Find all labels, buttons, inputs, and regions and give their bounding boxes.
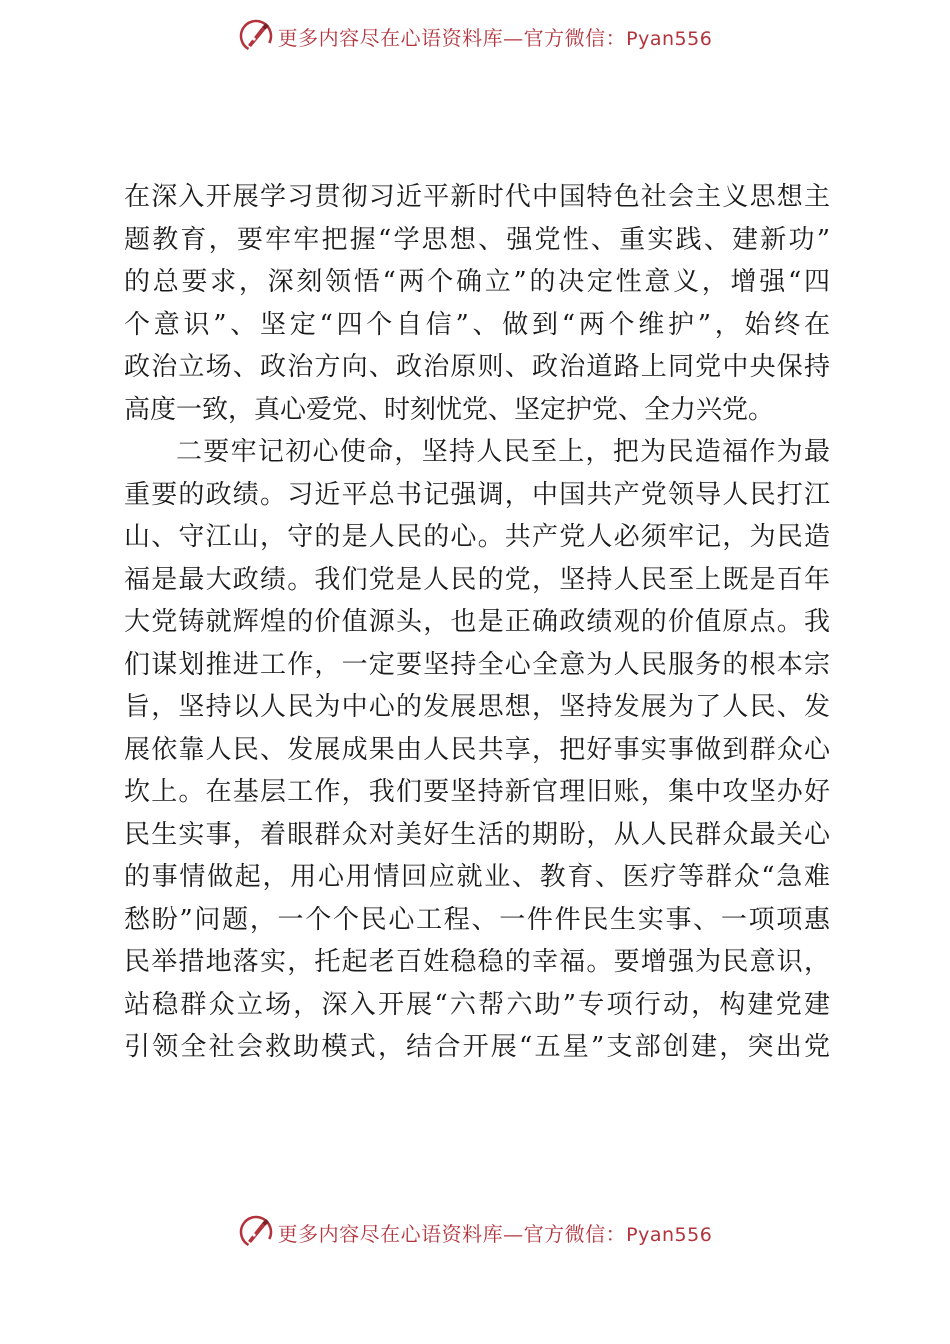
pen-nib-logo-icon: [238, 1214, 274, 1250]
text-line: 山、守江山，守的是人民的心。共产党人必须牢记，为民造: [124, 522, 830, 552]
text-line: 政治立场、政治方向、政治原则、政治道路上同党中央保持: [124, 352, 830, 382]
text-line: 在深入开展学习贯彻习近平新时代中国特色社会主义思想主: [124, 182, 830, 212]
pen-nib-logo-icon: [238, 18, 274, 54]
banner-label: 更多内容尽在心语资料库—官方微信：: [277, 25, 627, 50]
text-line: 民举措地落实，托起老百姓稳稳的幸福。要增强为民意识，: [124, 947, 830, 977]
paragraph: [124, 176, 830, 431]
banner-label: 更多内容尽在心语资料库—官方微信：: [277, 1221, 627, 1246]
banner-wechat-id: Pyan556: [626, 27, 713, 50]
text-line: 愁盼”问题，一个个民心工程、一件件民生实事、一项项惠: [124, 904, 830, 935]
text-line: 个意识”、坚定“四个自信”、做到“两个维护”，始终在: [124, 309, 830, 340]
text-line: 们谋划推进工作，一定要坚持全心全意为人民服务的根本宗: [124, 649, 830, 680]
text-line: 旨，坚持以人民为中心的发展思想，坚持发展为了人民、发: [124, 692, 830, 722]
text-line: 题教育，要牢牢把握“学思想、强党性、重实践、建新功”: [124, 224, 830, 255]
document-body: [124, 176, 830, 1069]
banner-text: [278, 22, 713, 51]
text-line: 重要的政绩。习近平总书记强调，中国共产党领导人民打江: [124, 479, 830, 510]
banner-text: [278, 1218, 713, 1247]
text-line: 的总要求，深刻领悟“两个确立”的决定性意义，增强“四: [124, 267, 830, 297]
text-line: 的事情做起，用心用情回应就业、教育、医疗等群众“急难: [124, 862, 830, 892]
text-line: 引领全社会救助模式，结合开展“五星”支部创建，突出党: [124, 1032, 830, 1062]
text-line: 福是最大政绩。我们党是人民的党，坚持人民至上既是百年: [124, 564, 830, 595]
text-line: 大党铸就辉煌的价值源头，也是正确政绩观的价值原点。我: [124, 607, 830, 637]
footer-banner: [0, 1212, 950, 1252]
text-line: 二要牢记初心使命，坚持人民至上，把为民造福作为最: [176, 437, 830, 467]
header-banner: [0, 16, 950, 56]
paragraph: [124, 431, 830, 1069]
text-line: 坎上。在基层工作，我们要坚持新官理旧账，集中攻坚办好: [124, 777, 830, 807]
text-line: 站稳群众立场，深入开展“六帮六助”专项行动，构建党建: [124, 989, 830, 1020]
text-line: 民生实事，着眼群众对美好生活的期盼，从人民群众最关心: [124, 819, 830, 850]
text-line: 展依靠人民、发展成果由人民共享，把好事实事做到群众心: [124, 734, 830, 765]
text-line: 高度一致，真心爱党、时刻忧党、坚定护党、全力兴党。: [124, 394, 775, 425]
banner-wechat-id: Pyan556: [626, 1223, 713, 1246]
